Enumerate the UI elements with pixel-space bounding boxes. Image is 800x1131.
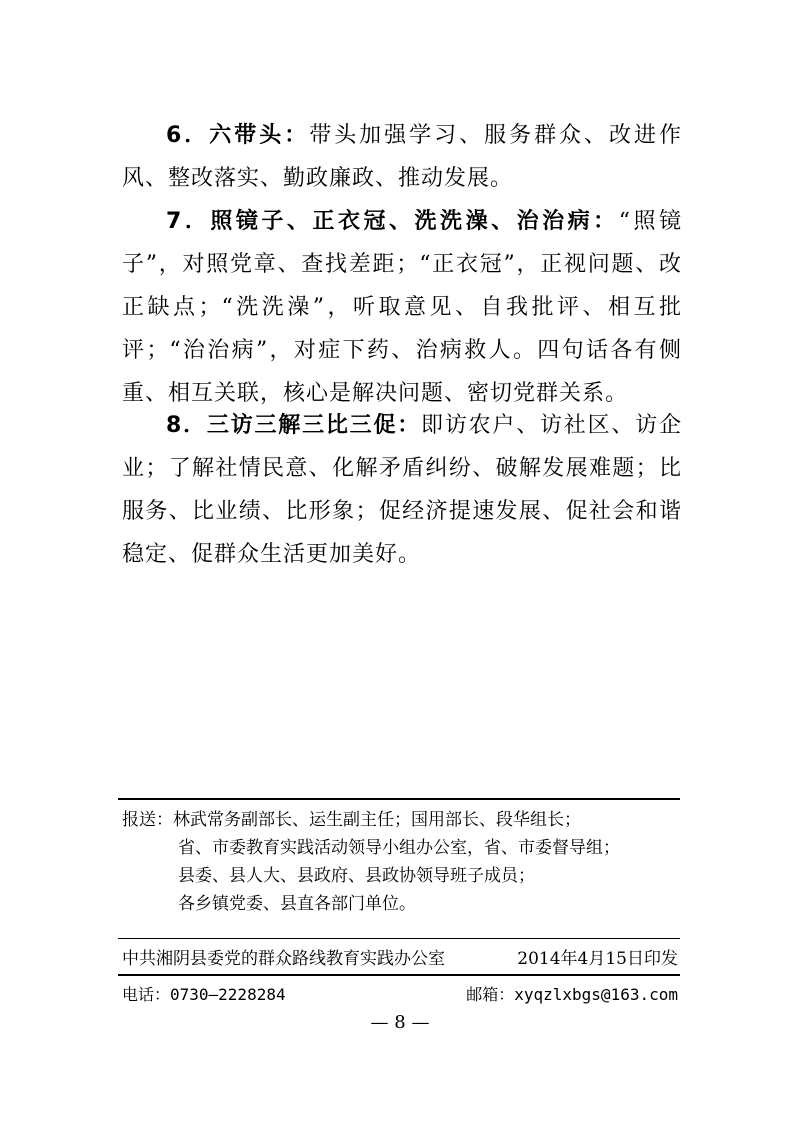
email-address: 邮箱：xyqzlxbgs@163.com [466, 985, 678, 1004]
item-6-text: 带头加强学习、服务群众、改进作风、整改落实、勤政廉政、推动发展。 [122, 123, 682, 191]
distribution-line-4: 各乡镇党委、县直各部门单位。 [178, 894, 416, 914]
page-number: — 8 — [370, 1012, 430, 1033]
issuer-name: 中共湘阴县委党的群众路线教育实践办公室 [122, 949, 445, 969]
item-8-text: 即访农户、访社区、访企业；了解社情民意、化解矛盾纠纷、破解发展难题；比服务、比业绩、比形象；促经济提速发展、促社会和谐稳定、促群众生活更加美好。 [122, 413, 682, 567]
item-7-heading: 7．照镜子、正衣冠、洗洗澡、治治病： [166, 209, 619, 234]
item-8-heading: 8．三访三解三比三促： [166, 413, 422, 438]
footer-top-rule [118, 798, 680, 800]
issuer-row [122, 944, 678, 969]
paragraph-item-7 [122, 200, 682, 415]
contact-row [122, 982, 678, 1005]
footer-middle-rule [118, 938, 680, 939]
item-7-text: “照镜子”，对照党章、查找差距；“正衣冠”，正视问题、改正缺点；“洗洗澡”，听取意见、自我批评、相互批评；“治治病”，对症下药、治病救人。四句话各有侧重、相互关联，核心是解决问题、密切党群关系。 [122, 209, 682, 406]
issue-date: 2014年4月15日印发 [517, 949, 678, 969]
distribution-list [122, 806, 682, 918]
phone-number: 电话：0730—2228284 [122, 985, 286, 1004]
distribution-line-2: 省、市委教育实践活动领导小组办公室，省、市委督导组； [178, 838, 620, 858]
paragraph-item-6 [122, 114, 682, 200]
item-6-heading: 6．六带头： [166, 123, 310, 148]
footer-bottom-rule [118, 974, 680, 976]
distribution-line-1: 报送：林武常务副部长、运生副主任；国用部长、段华组长； [122, 810, 581, 830]
distribution-line-3: 县委、县人大、县政府、县政协领导班子成员； [178, 866, 535, 886]
paragraph-item-8 [122, 404, 682, 576]
